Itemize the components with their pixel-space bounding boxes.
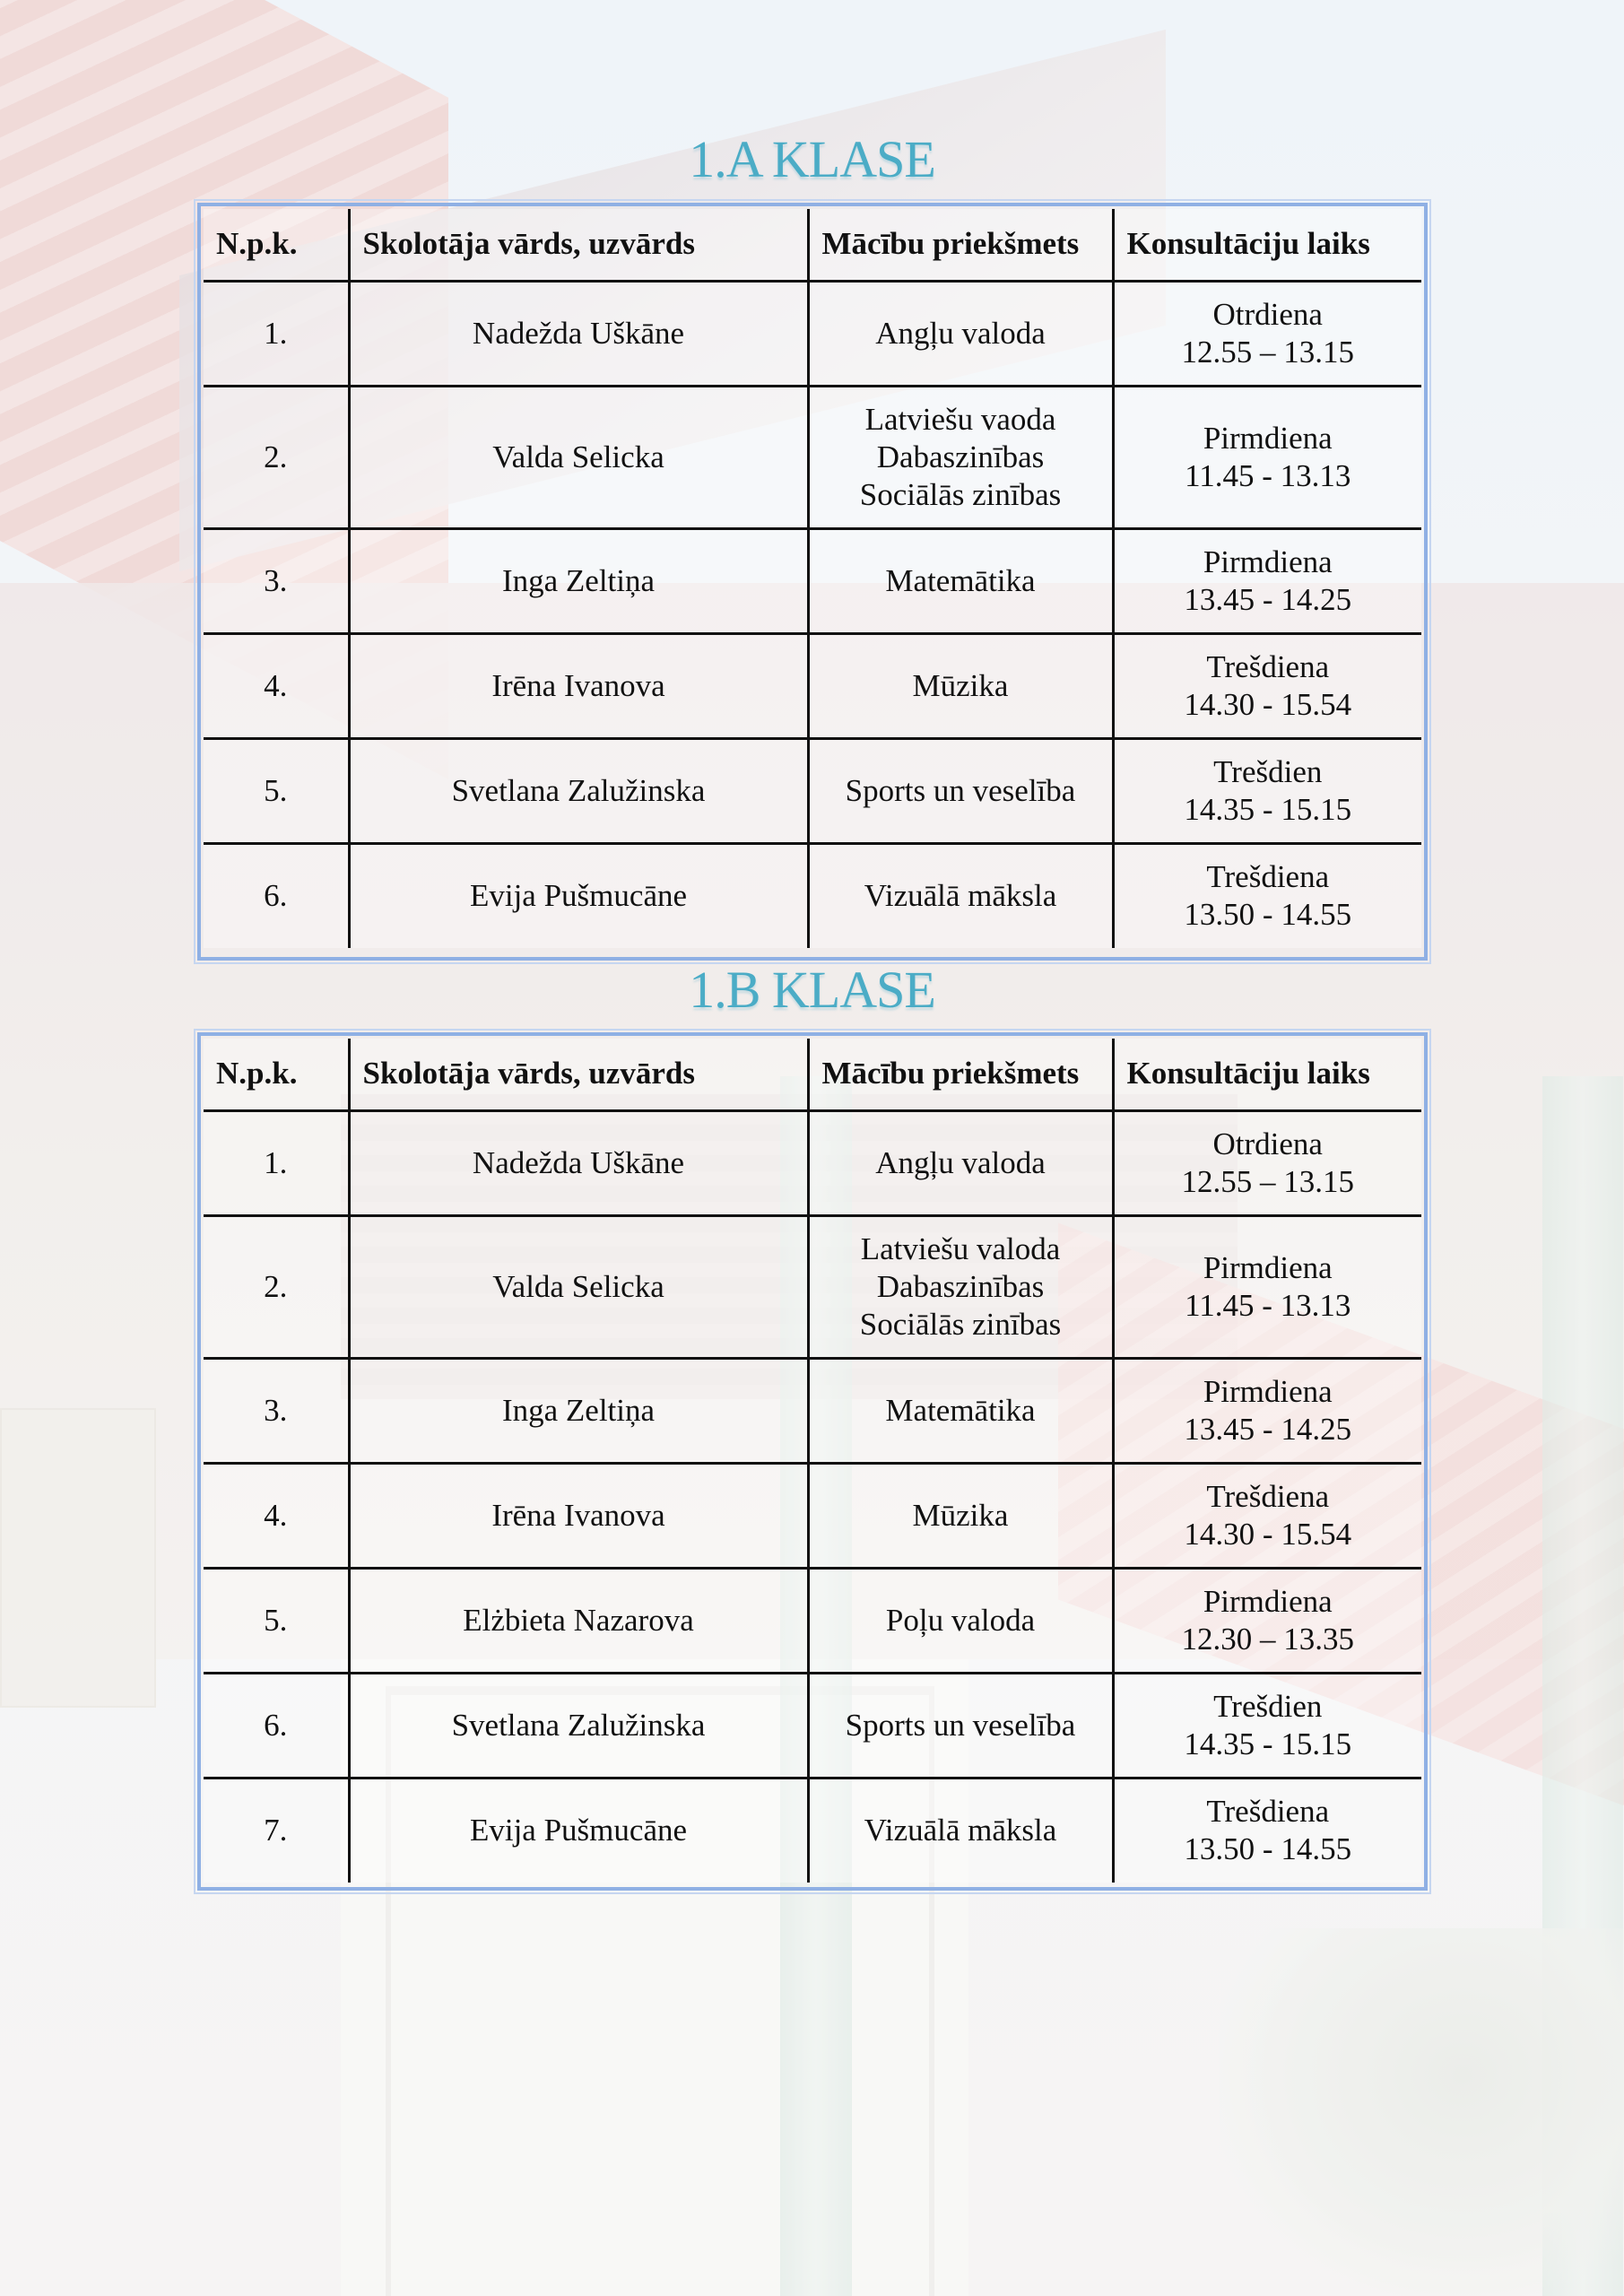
consultation-day: Trešdiena xyxy=(1206,859,1330,895)
subject-name: Matemātika xyxy=(885,1392,1036,1428)
subject-cell xyxy=(808,843,1113,948)
table-row xyxy=(204,633,1421,738)
consultation-hours: 13.50 - 14.55 xyxy=(1184,1831,1352,1867)
table-header-row xyxy=(204,1039,1421,1110)
row-number: 6. xyxy=(204,1673,349,1778)
table-row xyxy=(204,1673,1421,1778)
subject-cell xyxy=(808,386,1113,528)
subject-name: Angļu valoda xyxy=(875,1144,1046,1180)
class-b-table xyxy=(204,1039,1421,1883)
table-row xyxy=(204,738,1421,843)
consultation-day: Trešdien xyxy=(1213,753,1323,789)
teacher-name: Elżbieta Nazarova xyxy=(349,1568,808,1673)
consultation-hours: 14.30 - 15.54 xyxy=(1184,1516,1352,1552)
row-number: 2. xyxy=(204,386,349,528)
consultation-hours: 12.30 – 13.35 xyxy=(1181,1621,1354,1657)
header-subject: Mācību priekšmets xyxy=(808,1039,1113,1110)
subject-cell xyxy=(808,633,1113,738)
row-number: 5. xyxy=(204,738,349,843)
consultation-time-cell xyxy=(1113,633,1421,738)
consultation-hours: 14.35 - 15.15 xyxy=(1184,791,1352,827)
subject-name: Matemātika xyxy=(885,562,1036,598)
consultation-day: Otrdiena xyxy=(1212,1126,1323,1161)
table-row xyxy=(204,528,1421,633)
header-subject: Mācību priekšmets xyxy=(808,209,1113,281)
consultation-time-cell xyxy=(1113,1215,1421,1358)
subject-name: Dabaszinības xyxy=(876,1268,1045,1304)
consultation-time-cell xyxy=(1113,386,1421,528)
teacher-name: Irēna Ivanova xyxy=(349,1463,808,1568)
subject-name: Angļu valoda xyxy=(875,315,1046,351)
consultation-time-cell xyxy=(1113,1778,1421,1883)
header-number: N.p.k. xyxy=(204,209,349,281)
subject-name: Poļu valoda xyxy=(885,1602,1036,1638)
table-row xyxy=(204,281,1421,386)
consultation-time-cell xyxy=(1113,1358,1421,1463)
table-row xyxy=(204,1358,1421,1463)
table-row xyxy=(204,1463,1421,1568)
teacher-name: Nadežda Uškāne xyxy=(349,1110,808,1215)
consultation-hours: 11.45 - 13.13 xyxy=(1185,457,1351,493)
table-row xyxy=(204,843,1421,948)
teacher-name: Evija Pušmucāne xyxy=(349,843,808,948)
subject-cell xyxy=(808,281,1113,386)
consultation-hours: 14.35 - 15.15 xyxy=(1184,1726,1352,1761)
subject-name: Dabaszinības xyxy=(876,439,1045,474)
consultation-day: Otrdiena xyxy=(1212,296,1323,332)
consultation-hours: 11.45 - 13.13 xyxy=(1185,1287,1351,1323)
consultation-time-cell xyxy=(1113,281,1421,386)
header-number: N.p.k. xyxy=(204,1039,349,1110)
subject-name: Vizuālā māksla xyxy=(864,878,1057,914)
row-number: 3. xyxy=(204,1358,349,1463)
teacher-name: Svetlana Zalužinska xyxy=(349,1673,808,1778)
subject-name: Sociālās zinības xyxy=(859,476,1062,512)
header-consultation-time: Konsultāciju laiks xyxy=(1113,1039,1421,1110)
consultation-day: Pirmdiena xyxy=(1203,1373,1333,1409)
consultation-time-cell xyxy=(1113,1673,1421,1778)
consultation-hours: 12.55 – 13.15 xyxy=(1181,334,1354,370)
subject-name: Mūzika xyxy=(912,667,1009,703)
row-number: 1. xyxy=(204,1110,349,1215)
row-number: 3. xyxy=(204,528,349,633)
row-number: 4. xyxy=(204,1463,349,1568)
consultation-hours: 13.45 - 14.25 xyxy=(1184,581,1352,617)
table-row xyxy=(204,1215,1421,1358)
consultation-time-cell xyxy=(1113,528,1421,633)
consultation-hours: 14.30 - 15.54 xyxy=(1184,686,1352,722)
row-number: 2. xyxy=(204,1215,349,1358)
subject-cell xyxy=(808,1568,1113,1673)
row-number: 7. xyxy=(204,1778,349,1883)
row-number: 6. xyxy=(204,843,349,948)
teacher-name: Inga Zeltiņa xyxy=(349,528,808,633)
table-row xyxy=(204,1568,1421,1673)
consultation-time-cell xyxy=(1113,1110,1421,1215)
consultation-day: Trešdiena xyxy=(1206,1794,1330,1830)
table-row xyxy=(204,1110,1421,1215)
teacher-name: Svetlana Zalužinska xyxy=(349,738,808,843)
teacher-name: Valda Selicka xyxy=(349,1215,808,1358)
consultation-day: Trešdiena xyxy=(1206,648,1330,684)
consultation-day: Trešdiena xyxy=(1206,1478,1330,1514)
subject-cell xyxy=(808,1673,1113,1778)
subject-cell xyxy=(808,1358,1113,1463)
subject-name: Latviešu vaoda xyxy=(864,401,1056,437)
subject-name: Mūzika xyxy=(912,1497,1009,1533)
subject-cell xyxy=(808,528,1113,633)
subject-name: Latviešu valoda xyxy=(860,1231,1061,1266)
consultation-hours: 13.50 - 14.55 xyxy=(1184,897,1352,933)
subject-name: Sports un veselība xyxy=(845,1707,1076,1743)
class-a-table xyxy=(204,209,1421,948)
consultation-day: Pirmdiena xyxy=(1203,420,1333,456)
subject-cell xyxy=(808,1778,1113,1883)
class-b-table-frame xyxy=(197,1032,1428,1891)
header-teacher: Skolotāja vārds, uzvārds xyxy=(349,209,808,281)
consultation-day: Pirmdiena xyxy=(1203,1249,1333,1285)
header-teacher: Skolotāja vārds, uzvārds xyxy=(349,1039,808,1110)
table-header-row xyxy=(204,209,1421,281)
teacher-name: Inga Zeltiņa xyxy=(349,1358,808,1463)
consultation-time-cell xyxy=(1113,1568,1421,1673)
header-consultation-time: Konsultāciju laiks xyxy=(1113,209,1421,281)
teacher-name: Irēna Ivanova xyxy=(349,633,808,738)
subject-name: Sports un veselība xyxy=(845,772,1076,808)
subject-cell xyxy=(808,1110,1113,1215)
row-number: 4. xyxy=(204,633,349,738)
consultation-time-cell xyxy=(1113,738,1421,843)
teacher-name: Evija Pušmucāne xyxy=(349,1778,808,1883)
subject-name: Vizuālā māksla xyxy=(864,1813,1057,1848)
subject-cell xyxy=(808,738,1113,843)
teacher-name: Nadežda Uškāne xyxy=(349,281,808,386)
consultation-day: Pirmdiena xyxy=(1203,1583,1333,1619)
row-number: 1. xyxy=(204,281,349,386)
class-a-table-frame xyxy=(197,203,1428,961)
consultation-hours: 12.55 – 13.15 xyxy=(1181,1163,1354,1199)
subject-name: Sociālās zinības xyxy=(859,1306,1062,1342)
class-a-title: 1.A KLASE xyxy=(689,130,935,188)
consultation-day: Pirmdiena xyxy=(1203,544,1333,579)
class-b-title: 1.B KLASE xyxy=(689,961,935,1019)
subject-cell xyxy=(808,1463,1113,1568)
consultation-hours: 13.45 - 14.25 xyxy=(1184,1411,1352,1447)
consultation-day: Trešdien xyxy=(1213,1688,1323,1724)
row-number: 5. xyxy=(204,1568,349,1673)
consultation-time-cell xyxy=(1113,1463,1421,1568)
table-row xyxy=(204,386,1421,528)
table-row xyxy=(204,1778,1421,1883)
consultation-time-cell xyxy=(1113,843,1421,948)
subject-cell xyxy=(808,1215,1113,1358)
teacher-name: Valda Selicka xyxy=(349,386,808,528)
